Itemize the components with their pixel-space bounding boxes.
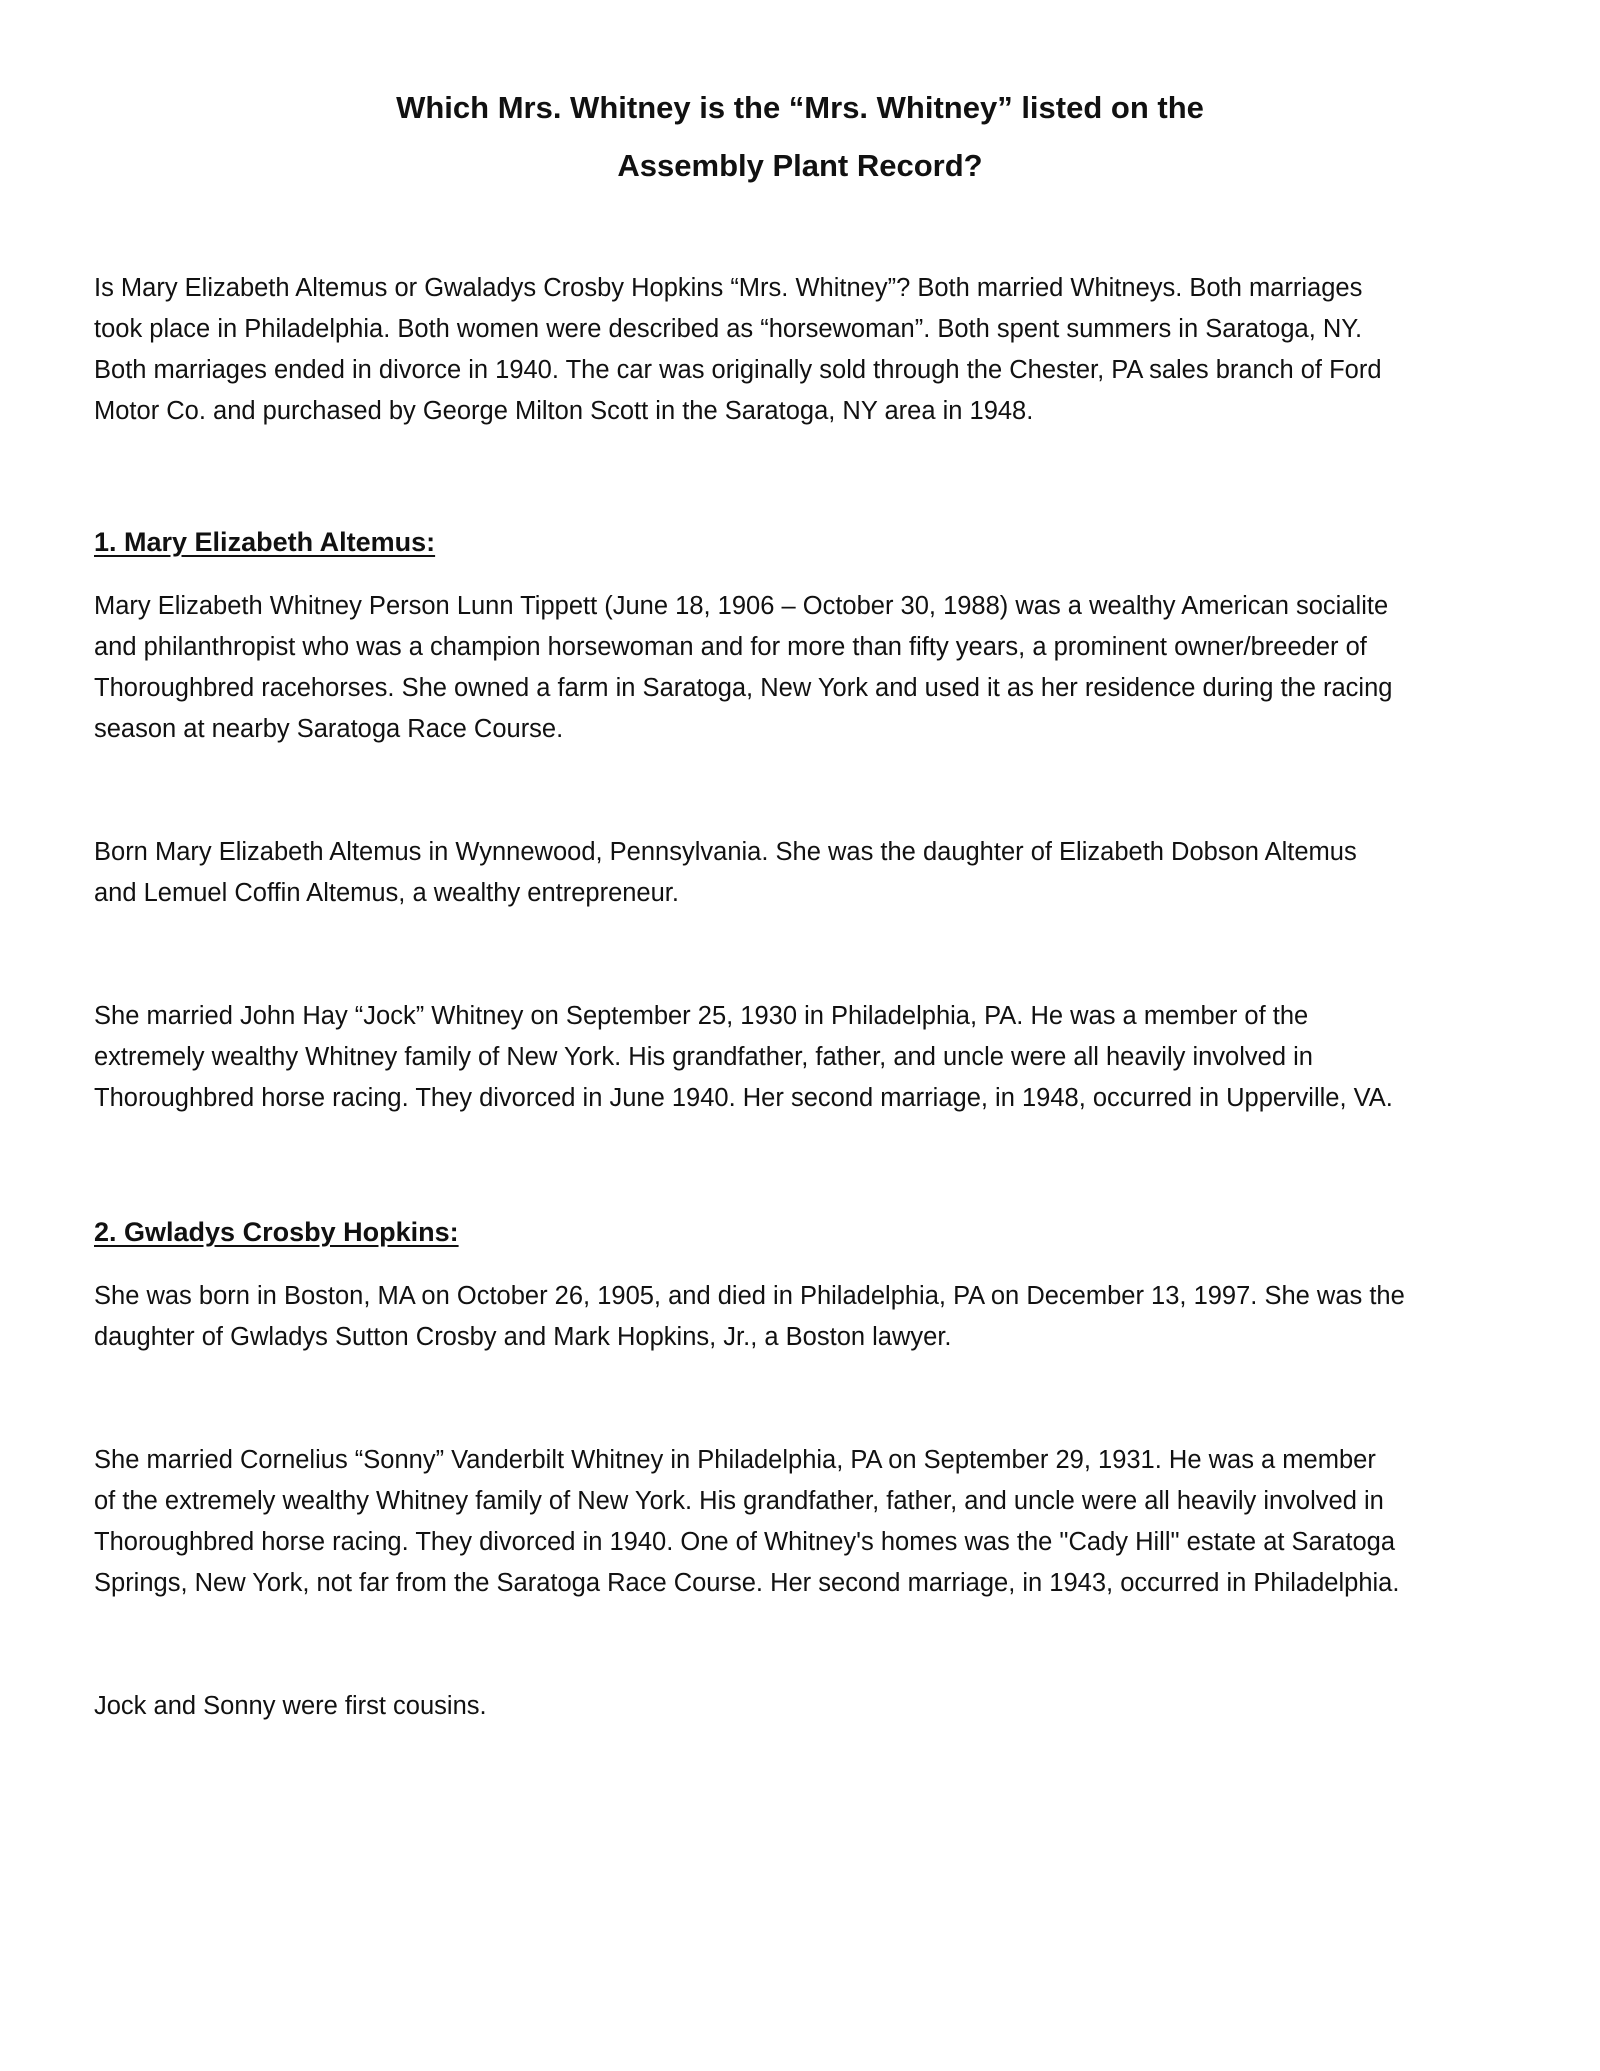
section-1-paragraph-1 xyxy=(94,586,1524,750)
intro-line: Motor Co. and purchased by George Milton Scott in the Saratoga, NY area in 1948. xyxy=(94,397,1034,425)
paragraph-line: Thoroughbred horse racing. They divorced in 1940. One of Whitney's homes was the "Cady Hill" estate at Saratoga xyxy=(94,1528,1396,1556)
paragraph-line: daughter of Gwladys Sutton Crosby and Mark Hopkins, Jr., a Boston lawyer. xyxy=(94,1323,952,1351)
intro-line: took place in Philadelphia. Both women were described as “horsewoman”. Both spent summers in Saratoga, NY. xyxy=(94,315,1363,343)
paragraph-line: Jock and Sonny were first cousins. xyxy=(94,1692,487,1720)
intro-paragraph xyxy=(94,268,1524,432)
section-1-heading: 1. Mary Elizabeth Altemus: xyxy=(94,527,436,557)
paragraph-line: and philanthropist who was a champion horsewoman and for more than fifty years, a prominent owner/breeder of xyxy=(94,633,1367,661)
paragraph-line: of the extremely wealthy Whitney family of New York. His grandfather, father, and uncle were all heavily involved in xyxy=(94,1487,1384,1515)
document-title-line-1: Which Mrs. Whitney is the “Mrs. Whitney” listed on the xyxy=(396,90,1204,125)
paragraph-line: season at nearby Saratoga Race Course. xyxy=(94,715,564,743)
paragraph-line: She married Cornelius “Sonny” Vanderbilt Whitney in Philadelphia, PA on September 29, 1931. He was a member xyxy=(94,1446,1376,1474)
intro-line: Both marriages ended in divorce in 1940. The car was originally sold through the Chester, PA sales branch of Ford xyxy=(94,356,1382,384)
paragraph-line: Thoroughbred racehorses. She owned a farm in Saratoga, New York and used it as her residence during the racing xyxy=(94,674,1393,702)
paragraph-line: Born Mary Elizabeth Altemus in Wynnewood, Pennsylvania. She was the daughter of Elizabeth Dobson Altemus xyxy=(94,838,1357,866)
paragraph-line: Springs, New York, not far from the Saratoga Race Course. Her second marriage, in 1943, occurred in Philadelphia. xyxy=(94,1569,1400,1597)
paragraph-line: Thoroughbred horse racing. They divorced in June 1940. Her second marriage, in 1948, occurred in Upperville, VA. xyxy=(94,1084,1393,1112)
paragraph-line: She married John Hay “Jock” Whitney on September 25, 1930 in Philadelphia, PA. He was a member of the xyxy=(94,1002,1309,1030)
paragraph-line: Mary Elizabeth Whitney Person Lunn Tippett (June 18, 1906 – October 30, 1988) was a wealthy American socialite xyxy=(94,592,1389,620)
paragraph-line: She was born in Boston, MA on October 26, 1905, and died in Philadelphia, PA on December 13, 1997. She was the xyxy=(94,1282,1405,1310)
section-2-paragraph-2 xyxy=(94,1440,1524,1604)
document-title-line-2: Assembly Plant Record? xyxy=(617,148,983,183)
paragraph-line: and Lemuel Coffin Altemus, a wealthy entrepreneur. xyxy=(94,879,679,907)
paragraph-line: extremely wealthy Whitney family of New York. His grandfather, father, and uncle were all heavily involved in xyxy=(94,1043,1313,1071)
section-2-paragraph-1 xyxy=(94,1276,1524,1358)
intro-line: Is Mary Elizabeth Altemus or Gwaladys Crosby Hopkins “Mrs. Whitney”? Both married Whitneys. Both marriages xyxy=(94,274,1363,302)
section-1-paragraph-3 xyxy=(94,996,1524,1119)
closing-paragraph xyxy=(94,1686,1524,1727)
section-1-paragraph-2 xyxy=(94,832,1524,914)
section-2-heading: 2. Gwladys Crosby Hopkins: xyxy=(94,1217,459,1247)
